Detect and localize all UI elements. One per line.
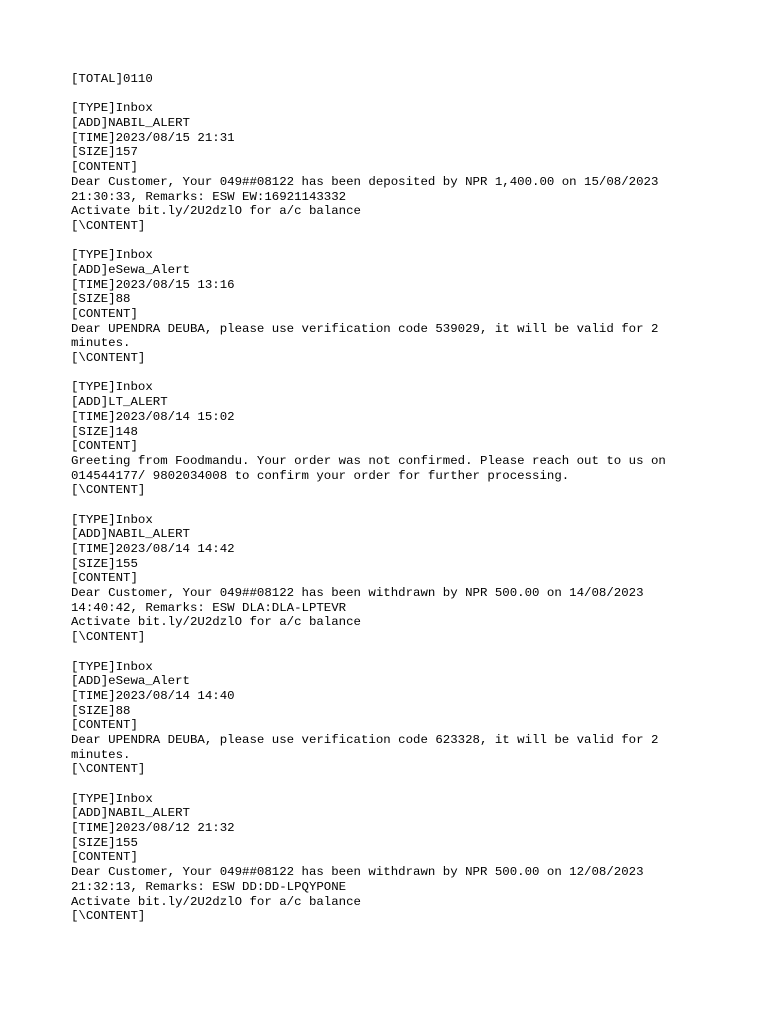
message-time: [TIME]2023/08/15 21:31 — [71, 130, 235, 145]
message-record — [71, 792, 731, 924]
message-size: [SIZE]155 — [71, 556, 138, 571]
message-record — [71, 513, 731, 660]
message-content-line: Dear Customer, Your 049##08122 has been withdrawn by NPR 500.00 on 14/08/2023 — [71, 586, 644, 601]
content-close-tag: [\CONTENT] — [71, 351, 146, 366]
message-content-line: Dear UPENDRA DEUBA, please use verification code 623328, it will be valid for 2 — [71, 732, 659, 747]
message-type: [TYPE]Inbox — [71, 659, 153, 674]
message-list — [71, 101, 731, 924]
message-type: [TYPE]Inbox — [71, 101, 153, 116]
spacer — [71, 645, 731, 660]
message-type: [TYPE]Inbox — [71, 248, 153, 263]
message-sender: [ADD]LT_ALERT — [71, 395, 168, 410]
message-record — [71, 101, 731, 248]
message-sender: [ADD]eSewa_Alert — [71, 262, 190, 277]
message-size: [SIZE]148 — [71, 424, 138, 439]
message-content-line: 14:40:42, Remarks: ESW DLA:DLA-LPTEVR — [71, 600, 347, 615]
message-size: [SIZE]155 — [71, 835, 138, 850]
spacer — [71, 498, 731, 513]
message-record — [71, 660, 731, 792]
message-content-line: 21:32:13, Remarks: ESW DD:DD-LPQYPONE — [71, 879, 347, 894]
message-sender: [ADD]eSewa_Alert — [71, 674, 190, 689]
message-content-line: Dear Customer, Your 049##08122 has been withdrawn by NPR 500.00 on 12/08/2023 — [71, 865, 644, 880]
message-sender: [ADD]NABIL_ALERT — [71, 116, 190, 131]
message-content-line: Activate bit.ly/2U2dzlO for a/c balance — [71, 615, 361, 630]
message-size: [SIZE]88 — [71, 292, 131, 307]
spacer — [71, 234, 731, 249]
sms-export-document — [71, 72, 731, 924]
message-size: [SIZE]88 — [71, 703, 131, 718]
content-close-tag: [\CONTENT] — [71, 630, 146, 645]
message-content-line: Dear UPENDRA DEUBA, please use verification code 539029, it will be valid for 2 — [71, 321, 659, 336]
message-time: [TIME]2023/08/15 13:16 — [71, 277, 235, 292]
content-open-tag: [CONTENT] — [71, 850, 138, 865]
message-content-line: 014544177/ 9802034008 to confirm your order for further processing. — [71, 468, 570, 483]
content-close-tag: [\CONTENT] — [71, 762, 146, 777]
message-record — [71, 380, 731, 512]
message-content-line: Activate bit.ly/2U2dzlO for a/c balance — [71, 894, 361, 909]
content-open-tag: [CONTENT] — [71, 571, 138, 586]
message-content-line: Greeting from Foodmandu. Your order was not confirmed. Please reach out to us on — [71, 453, 666, 468]
spacer — [71, 366, 731, 381]
message-type: [TYPE]Inbox — [71, 512, 153, 527]
message-sender: [ADD]NABIL_ALERT — [71, 806, 190, 821]
message-content-line: 21:30:33, Remarks: ESW EW:16921143332 — [71, 189, 347, 204]
content-open-tag: [CONTENT] — [71, 160, 138, 175]
content-close-tag: [\CONTENT] — [71, 483, 146, 498]
content-open-tag: [CONTENT] — [71, 718, 138, 733]
message-size: [SIZE]157 — [71, 145, 138, 160]
message-type: [TYPE]Inbox — [71, 791, 153, 806]
spacer — [71, 87, 731, 102]
message-record — [71, 248, 731, 380]
total-count: [TOTAL]0110 — [71, 72, 153, 86]
message-content-line: Activate bit.ly/2U2dzlO for a/c balance — [71, 204, 361, 219]
message-time: [TIME]2023/08/14 14:40 — [71, 688, 235, 703]
message-type: [TYPE]Inbox — [71, 380, 153, 395]
message-time: [TIME]2023/08/14 15:02 — [71, 409, 235, 424]
content-close-tag: [\CONTENT] — [71, 909, 146, 924]
message-content-line: minutes. — [71, 747, 131, 762]
message-content-line: Dear Customer, Your 049##08122 has been deposited by NPR 1,400.00 on 15/08/2023 — [71, 174, 659, 189]
spacer — [71, 777, 731, 792]
message-content-line: minutes. — [71, 336, 131, 351]
message-sender: [ADD]NABIL_ALERT — [71, 527, 190, 542]
content-close-tag: [\CONTENT] — [71, 218, 146, 233]
message-time: [TIME]2023/08/14 14:42 — [71, 542, 235, 556]
content-open-tag: [CONTENT] — [71, 439, 138, 454]
content-open-tag: [CONTENT] — [71, 307, 138, 321]
message-time: [TIME]2023/08/12 21:32 — [71, 821, 235, 836]
